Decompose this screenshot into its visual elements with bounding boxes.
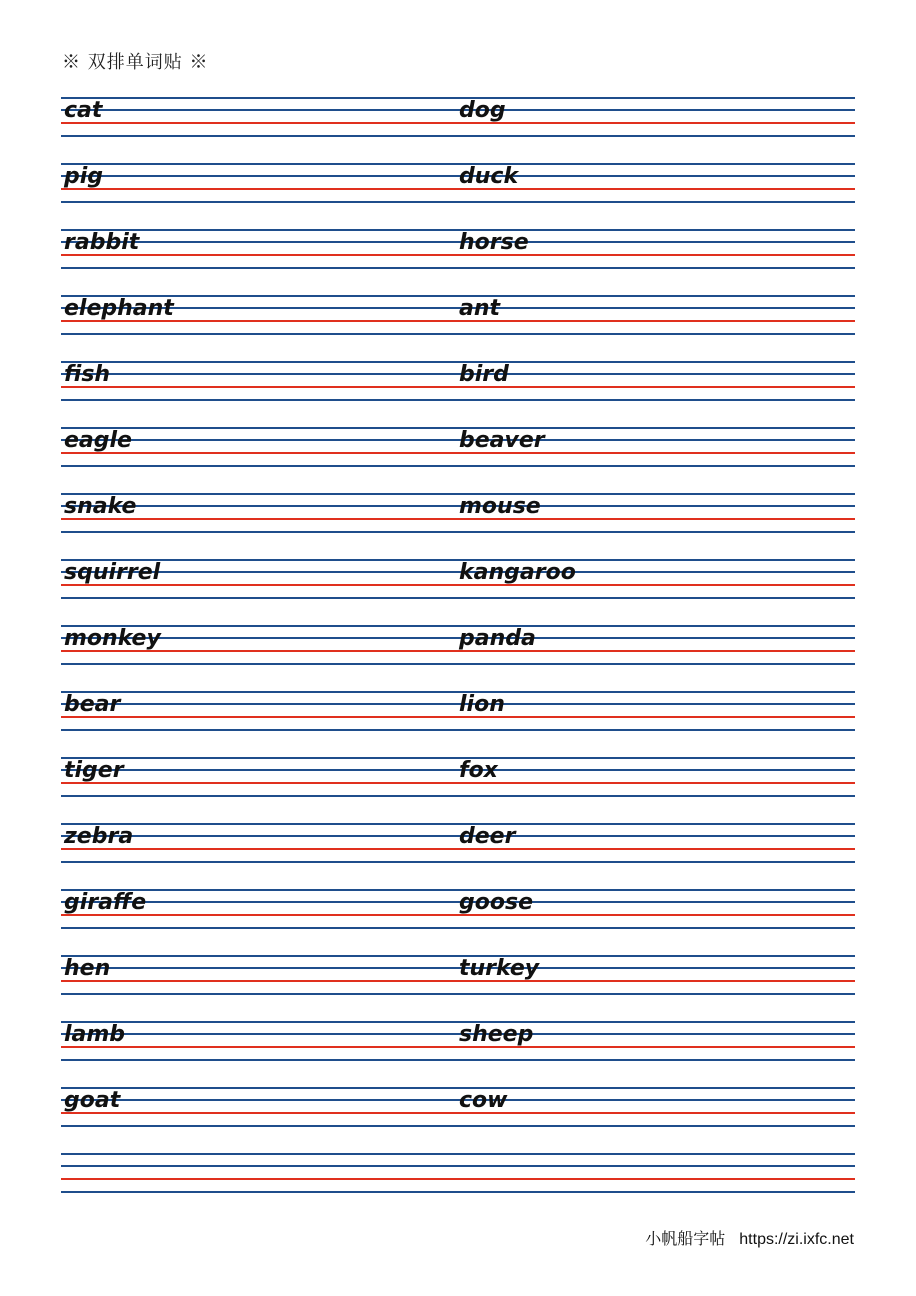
- writing-row: [61, 229, 855, 269]
- baseline: [61, 848, 855, 850]
- bottom-guide-line: [61, 1059, 855, 1061]
- mid-guide-line: [61, 901, 855, 903]
- writing-row: [61, 361, 855, 401]
- bottom-guide-line: [61, 267, 855, 269]
- word-left: pig: [64, 164, 104, 189]
- bottom-guide-line: [61, 597, 855, 599]
- word-left: fish: [64, 362, 111, 387]
- bottom-guide-line: [61, 993, 855, 995]
- word-right: dog: [459, 98, 506, 123]
- writing-row: [61, 1153, 855, 1193]
- writing-row: [61, 757, 855, 797]
- writing-row: [61, 889, 855, 929]
- top-guide-line: [61, 229, 855, 231]
- word-left: goat: [64, 1088, 121, 1113]
- baseline: [61, 1112, 855, 1114]
- writing-row: [61, 1087, 855, 1127]
- mid-guide-line: [61, 307, 855, 309]
- top-guide-line: [61, 295, 855, 297]
- baseline: [61, 254, 855, 256]
- word-left: bear: [64, 692, 121, 717]
- baseline: [61, 320, 855, 322]
- top-guide-line: [61, 493, 855, 495]
- bottom-guide-line: [61, 135, 855, 137]
- bottom-guide-line: [61, 399, 855, 401]
- mid-guide-line: [61, 1033, 855, 1035]
- word-right: deer: [459, 824, 516, 849]
- mid-guide-line: [61, 967, 855, 969]
- writing-row: [61, 559, 855, 599]
- word-left: giraffe: [64, 890, 147, 915]
- word-left: squirrel: [64, 560, 161, 585]
- bottom-guide-line: [61, 531, 855, 533]
- word-right: cow: [459, 1088, 508, 1113]
- word-right: mouse: [459, 494, 541, 519]
- footer-brand: 小帆船字帖: [645, 1229, 726, 1248]
- bottom-guide-line: [61, 465, 855, 467]
- bottom-guide-line: [61, 861, 855, 863]
- bottom-guide-line: [61, 333, 855, 335]
- writing-row: [61, 295, 855, 335]
- writing-row: [61, 163, 855, 203]
- baseline: [61, 980, 855, 982]
- bottom-guide-line: [61, 795, 855, 797]
- footer: [645, 1226, 854, 1249]
- baseline: [61, 386, 855, 388]
- bottom-guide-line: [61, 1125, 855, 1127]
- writing-row: [61, 493, 855, 533]
- baseline: [61, 452, 855, 454]
- mid-guide-line: [61, 505, 855, 507]
- word-right: horse: [459, 230, 529, 255]
- word-right: lion: [459, 692, 505, 717]
- baseline: [61, 584, 855, 586]
- top-guide-line: [61, 1087, 855, 1089]
- mid-guide-line: [61, 1099, 855, 1101]
- word-left: lamb: [64, 1022, 126, 1047]
- bottom-guide-line: [61, 201, 855, 203]
- mid-guide-line: [61, 373, 855, 375]
- word-right: fox: [459, 758, 498, 783]
- word-left: zebra: [64, 824, 134, 849]
- word-right: kangaroo: [459, 560, 576, 585]
- bottom-guide-line: [61, 1191, 855, 1193]
- word-right: beaver: [459, 428, 545, 453]
- bottom-guide-line: [61, 729, 855, 731]
- mid-guide-line: [61, 439, 855, 441]
- word-right: sheep: [459, 1022, 534, 1047]
- word-left: tiger: [64, 758, 124, 783]
- top-guide-line: [61, 427, 855, 429]
- writing-row: [61, 691, 855, 731]
- word-left: rabbit: [64, 230, 140, 255]
- word-right: goose: [459, 890, 533, 915]
- word-right: duck: [459, 164, 519, 189]
- top-guide-line: [61, 361, 855, 363]
- mid-guide-line: [61, 703, 855, 705]
- writing-row: [61, 1021, 855, 1061]
- mid-guide-line: [61, 769, 855, 771]
- word-left: monkey: [64, 626, 161, 651]
- word-right: bird: [459, 362, 509, 387]
- top-guide-line: [61, 955, 855, 957]
- mid-guide-line: [61, 1165, 855, 1167]
- baseline: [61, 188, 855, 190]
- baseline: [61, 122, 855, 124]
- mid-guide-line: [61, 571, 855, 573]
- word-left: eagle: [64, 428, 132, 453]
- top-guide-line: [61, 823, 855, 825]
- bottom-guide-line: [61, 663, 855, 665]
- top-guide-line: [61, 97, 855, 99]
- baseline: [61, 782, 855, 784]
- word-right: ant: [459, 296, 501, 321]
- baseline: [61, 1046, 855, 1048]
- top-guide-line: [61, 559, 855, 561]
- top-guide-line: [61, 757, 855, 759]
- mid-guide-line: [61, 835, 855, 837]
- writing-row: [61, 823, 855, 863]
- writing-row: [61, 97, 855, 137]
- mid-guide-line: [61, 109, 855, 111]
- writing-row: [61, 625, 855, 665]
- word-right: panda: [459, 626, 536, 651]
- word-left: snake: [64, 494, 137, 519]
- baseline: [61, 1178, 855, 1180]
- footer-url: https://zi.ixfc.net: [739, 1231, 854, 1248]
- top-guide-line: [61, 889, 855, 891]
- top-guide-line: [61, 625, 855, 627]
- page-title: ※ 双排单词贴 ※: [62, 52, 209, 73]
- baseline: [61, 650, 855, 652]
- word-right: turkey: [459, 956, 540, 981]
- top-guide-line: [61, 163, 855, 165]
- baseline: [61, 716, 855, 718]
- top-guide-line: [61, 691, 855, 693]
- mid-guide-line: [61, 175, 855, 177]
- baseline: [61, 518, 855, 520]
- mid-guide-line: [61, 637, 855, 639]
- writing-row: [61, 955, 855, 995]
- bottom-guide-line: [61, 927, 855, 929]
- baseline: [61, 914, 855, 916]
- mid-guide-line: [61, 241, 855, 243]
- top-guide-line: [61, 1021, 855, 1023]
- word-left: cat: [64, 98, 103, 123]
- word-left: hen: [64, 956, 111, 981]
- word-left: elephant: [64, 296, 174, 321]
- top-guide-line: [61, 1153, 855, 1155]
- writing-row: [61, 427, 855, 467]
